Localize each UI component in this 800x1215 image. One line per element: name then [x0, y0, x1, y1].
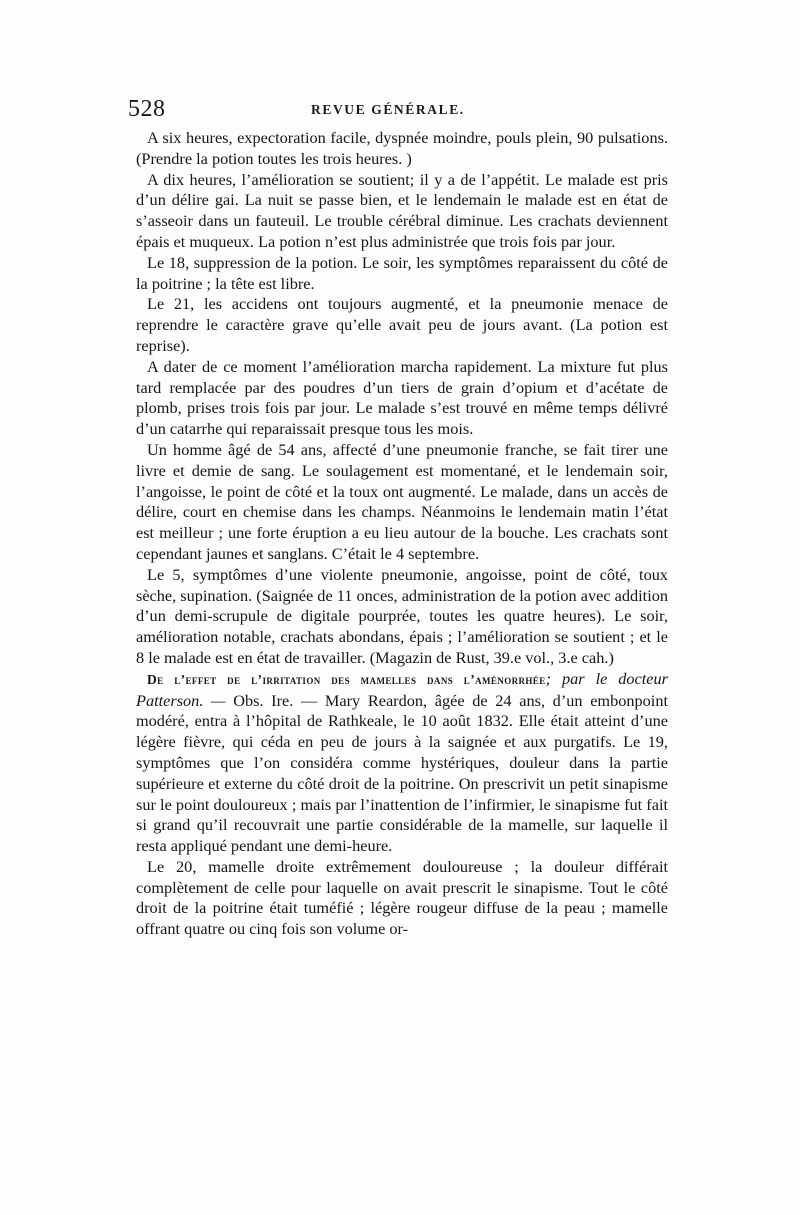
paragraph-article-start: [136, 669, 668, 857]
paragraph-day-5: [136, 565, 668, 669]
paragraph-day-20: Le 20, mamelle droite extrêmement douloureuse ; la douleur différait complètement de celle pour laquelle on avait prescrit le sinapisme. Tout le côté droit de la poitrine était tuméfié ; légère rougeur diffuse de la peau ; mamelle offrant quatre ou cinq fois son volume or-: [136, 856, 668, 939]
citation-magazin: (Magazin de Rust, 39.e vol., 3.e cah.): [369, 647, 614, 667]
paragraph-day-18: Le 18, suppression de la potion. Le soir, les symptômes reparaissent du côté de la poitrine ; la tête est libre.: [136, 252, 668, 293]
paragraph-improvement: A dater de ce moment l’amélioration marcha rapidement. La mixture fut plus tard remplacée par des poudres d’un tiers de grain d’opium et d’acétate de plomb, prises trois fois par jour. Le malade s’est trouvé en même temps délivré d’un catarrhe qui reparaissait presque tous les mois.: [136, 356, 668, 439]
paragraph-day-21: Le 21, les accidens ont toujours augmenté, et la pneumonie menace de reprendre le caractère grave qu’elle avait peu de jours avant. (La potion est reprise).: [136, 294, 668, 355]
article-title: De l’effet de l’irritation des mamelles dans l’aménorrhée: [147, 671, 546, 687]
page-header: [128, 96, 670, 126]
article-byline: ; par le docteur Patterson. —: [136, 668, 669, 710]
running-head: REVUE GÉNÉRALE.: [311, 102, 465, 117]
paragraph-ten-hours: A dix heures, l’amélioration se soutient; il y a de l’appétit. Le malade est pris d’un délire gai. La nuit se passe bien, et le lendemain le malade est en état de s’asseoir dans un fauteuil. Le trouble cérébral diminue. Les crachats deviennent épais et muqueux. La potion n’est plus administrée que trois fois par jour.: [136, 169, 668, 251]
body-text: [136, 128, 668, 940]
article-observation-text: Obs. Ire. — Mary Reardon, âgée de 24 ans, d’un embonpoint modéré, entra à l’hôpital de Rathkeale, le 10 août 1832. Elle était atteint d’une légère fièvre, qui céda en peu de jours à la saignée et aux purgatifs. Le 19, symptômes que l’on considéra comme hystériques, douleur dans la partie supérieure et externe du côté droit de la poitrine. On prescrivit un petit sinapisme sur le point douloureux ; mais par l’inattention de l’infirmier, le sinapisme fut fait si grand qu’il recouvrait une partie considérable de la mamelle, sur laquelle il resta appliqué pendant une demi-heure.: [136, 690, 668, 856]
page-number: 528: [128, 96, 166, 122]
paragraph-six-hours: A six heures, expectoration facile, dyspnée moindre, pouls plein, 90 pulsations. (Prendre la potion toutes les trois heures. ): [136, 128, 668, 168]
paragraph-case-54: Un homme âgé de 54 ans, affecté d’une pneumonie franche, se fait tirer une livre et demie de sang. Le soulagement est momentané, et le lendemain soir, l’angoisse, le point de côté et la toux ont augmenté. Le malade, dans un accès de délire, court en chemise dans les champs. Néanmoins le lendemain matin l’état est meilleur ; une forte éruption a eu lieu autour de la bouche. Les crachats sont cependant jaunes et sanglans. C’était le 4 septembre.: [136, 439, 668, 563]
paragraph-day-5-text: Le 5, symptômes d’une violente pneumonie, angoisse, point de côté, toux sèche, supination. (Saignée de 11 onces, administration de la potion avec addition d’un demi-scrupule de digitale pourprée, toutes les quatre heures). Le soir, amélioration notable, crachats abondans, épais ; l’amélioration se soutient ; et le 8 le malade est en état de travailler.: [136, 564, 669, 667]
